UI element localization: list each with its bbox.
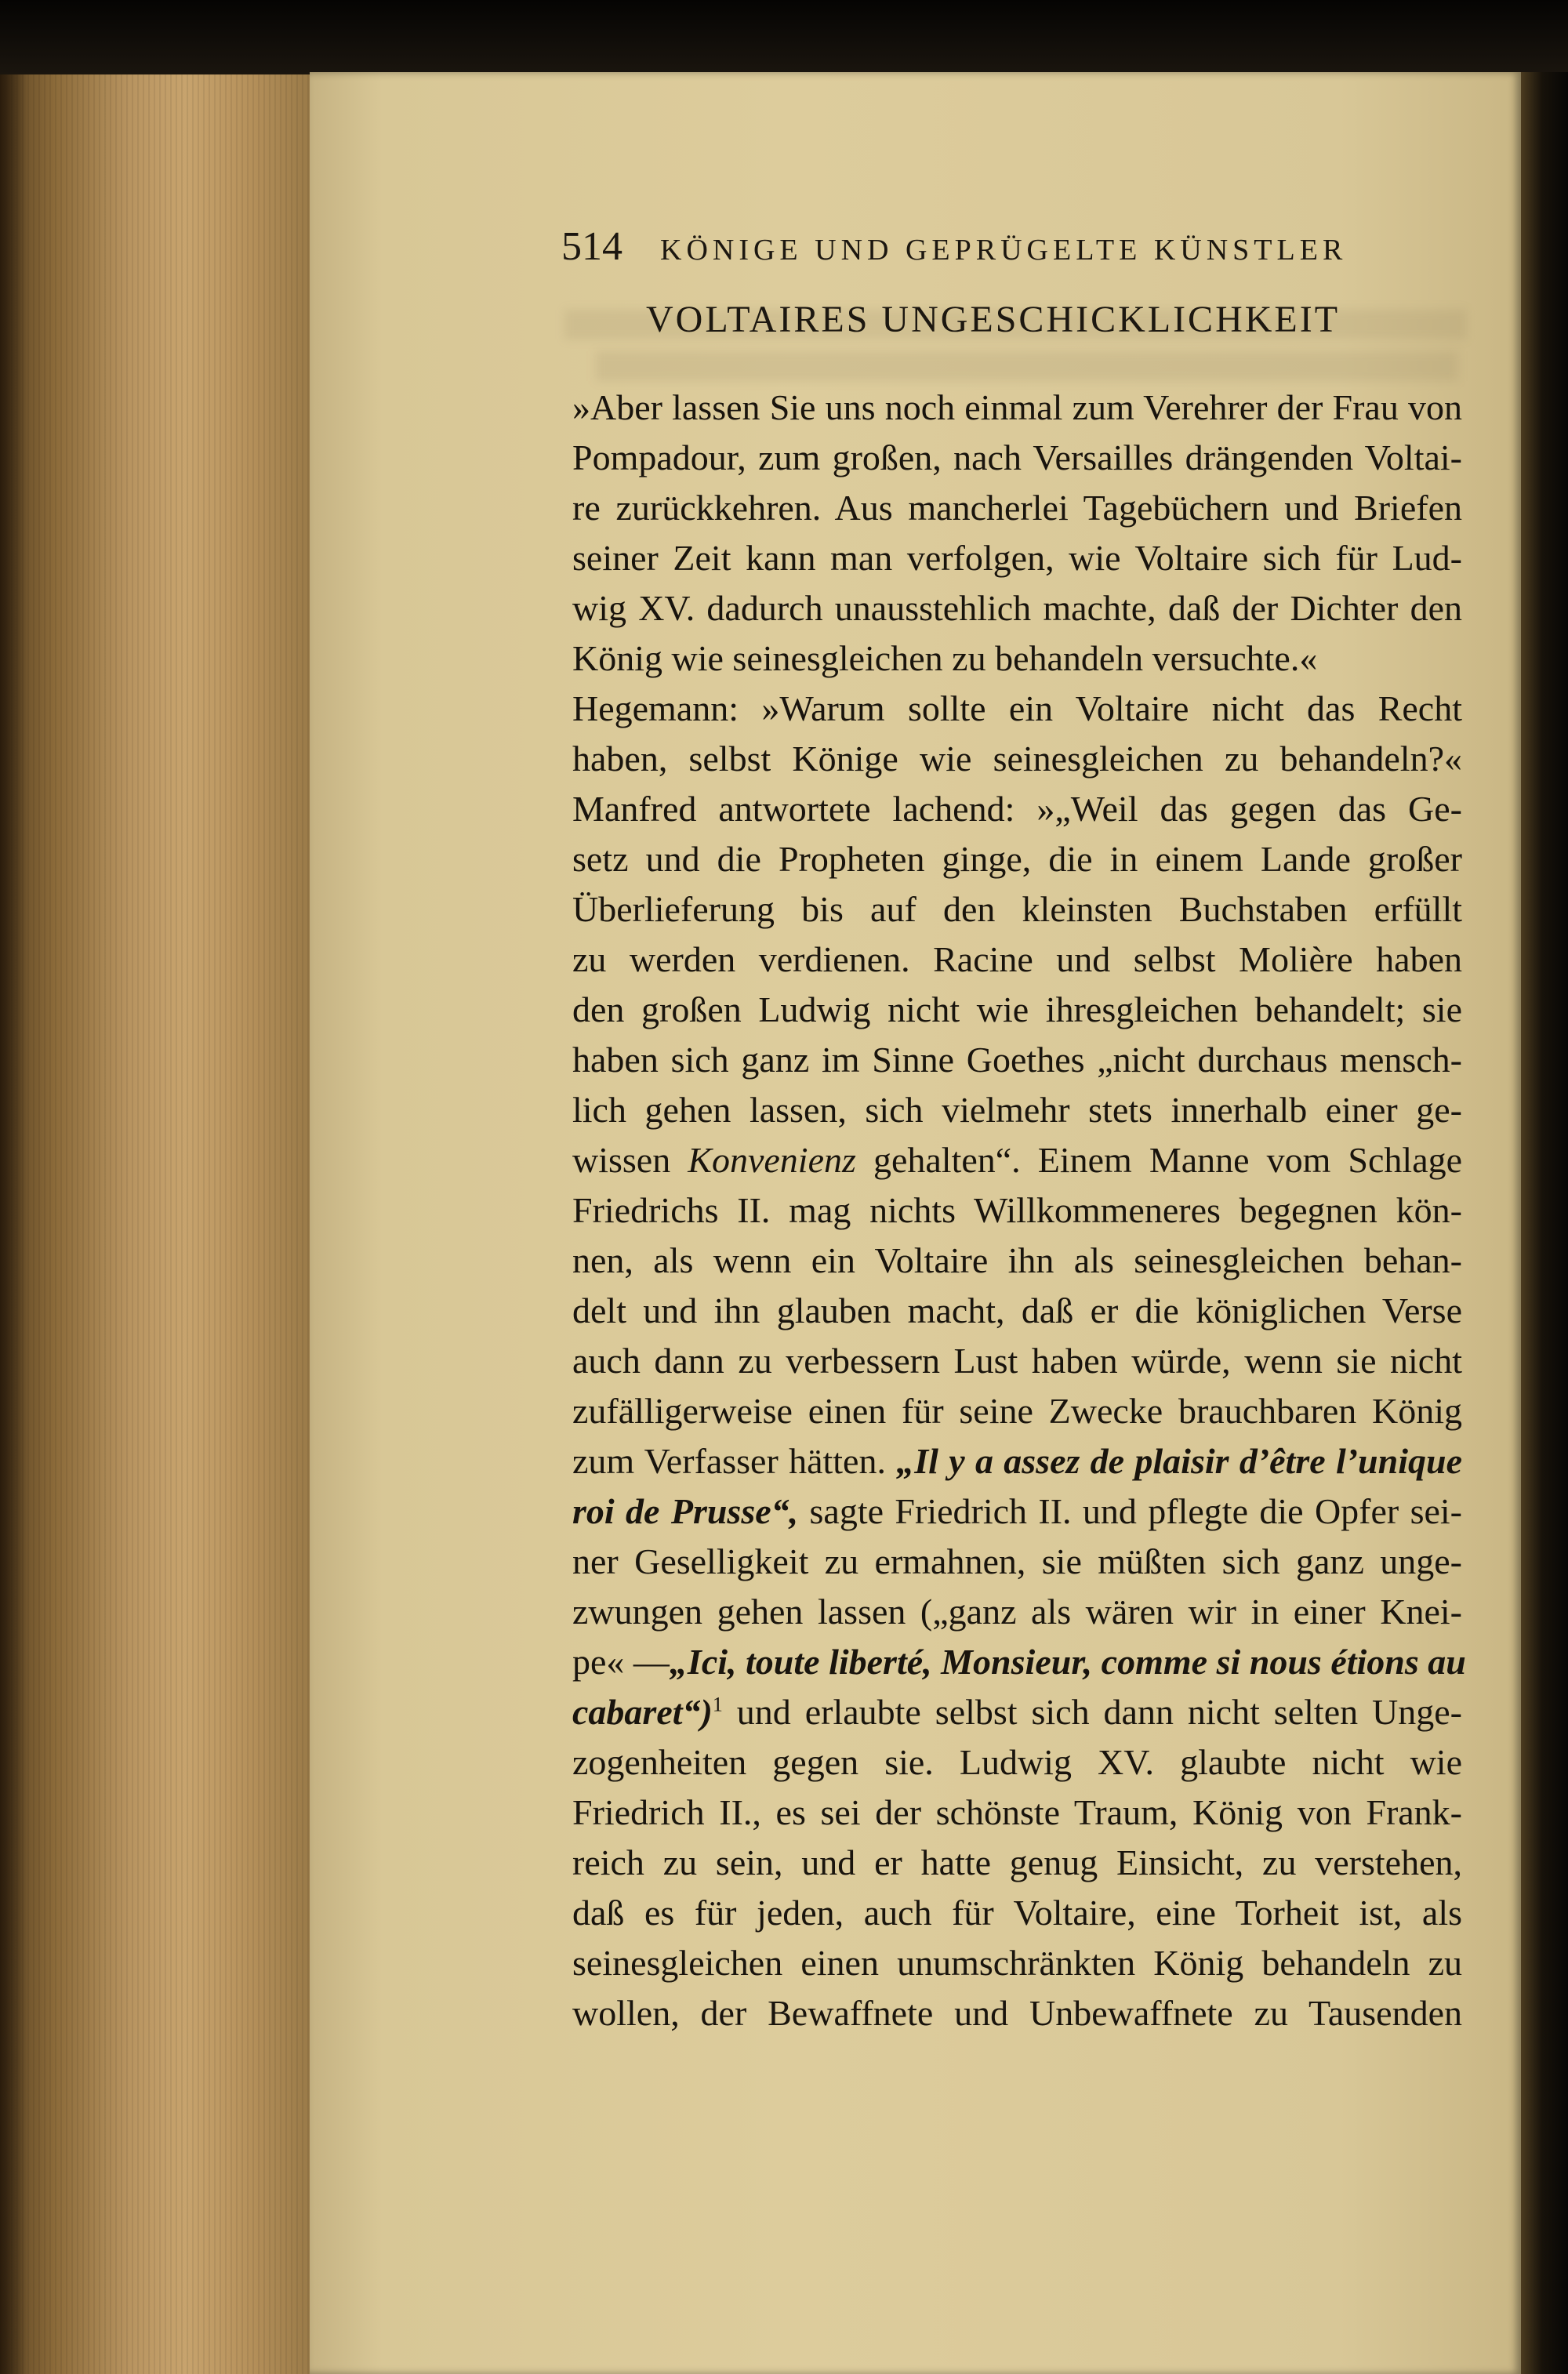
book-page-edges — [0, 74, 310, 2374]
text-line: zogenheiten gegen sie. Ludwig XV. glaubte nicht wie — [572, 1742, 1462, 1782]
text-line: setz und die Propheten ginge, die in einem Lande großer — [572, 839, 1462, 879]
text-line: »Aber lassen Sie uns noch einmal zum Verehrer der Frau von — [572, 387, 1462, 427]
text-line: re zurückkehren. Aus mancherlei Tagebüchern und Briefen — [572, 488, 1462, 528]
text-line: seiner Zeit kann man verfolgen, wie Voltaire sich für Lud- — [572, 538, 1462, 578]
text-line: König wie seinesgleichen zu behandeln versuchte.« — [572, 638, 1318, 678]
text-line: delt und ihn glauben macht, daß er die königlichen Verse — [572, 1290, 1462, 1330]
show-through-text — [596, 351, 1458, 381]
text-line — [572, 1135, 1462, 1185]
footnote-reference: 1 — [712, 1693, 723, 1716]
text-line — [572, 1637, 1466, 1687]
text-line: haben, selbst Könige wie seinesgleichen zu behandeln?« — [572, 739, 1462, 779]
text-segment: zum Verfasser hätten. — [572, 1441, 886, 1481]
text-line: ner Geselligkeit zu ermahnen, sie müßten sich ganz unge- — [572, 1541, 1462, 1581]
page-edge-texture — [0, 74, 310, 2374]
text-line: lich gehen lassen, sich vielmehr stets innerhalb einer ge- — [572, 1090, 1462, 1130]
running-head: KÖNIGE UND GEPRÜGELTE KÜNSTLER — [660, 234, 1348, 267]
text-segment: wissen — [572, 1140, 671, 1180]
text-line: seinesgleichen einen unumschränkten König behandeln zu — [572, 1943, 1462, 1983]
text-line: Hegemann: »Warum sollte ein Voltaire nicht das Recht — [572, 688, 1462, 728]
text-line: Friedrichs II. mag nichts Willkommeneres begegnen kön- — [572, 1190, 1462, 1230]
text-line: Manfred antwortete lachend: »„Weil das gegen das Ge- — [572, 789, 1462, 829]
scan-background-right — [1521, 72, 1568, 2374]
text-line: Friedrich II., es sei der schönste Traum, König von Frank- — [572, 1792, 1462, 1832]
text-line: wollen, der Bewaffnete und Unbewaffnete zu Tausenden — [572, 1993, 1462, 2033]
text-line — [572, 1436, 1462, 1486]
text-line — [572, 1486, 1462, 1537]
text-line: auch dann zu verbessern Lust haben würde, wenn sie nicht — [572, 1341, 1462, 1381]
text-line: den großen Ludwig nicht wie ihresgleichen behandelt; sie — [572, 989, 1462, 1029]
text-line: daß es für jeden, auch für Voltaire, eine Torheit ist, als — [572, 1893, 1462, 1933]
page-edge-shadow — [0, 74, 27, 2374]
text-line: zu werden verdienen. Racine und selbst Molière haben — [572, 939, 1462, 979]
french-quote: cabaret“) — [572, 1692, 713, 1732]
chapter-title: VOLTAIRES UNGESCHICKLICHKEIT — [646, 299, 1341, 340]
text-segment: pe« — — [572, 1642, 670, 1682]
text-segment: sagte Friedrich II. und pflegte die Opfer sei- — [809, 1491, 1463, 1531]
text-line: wig XV. dadurch unausstehlich machte, daß der Dichter den — [572, 588, 1462, 628]
text-line — [572, 1687, 1462, 1737]
scan-background-top — [0, 0, 1568, 74]
text-line: zufälligerweise einen für seine Zwecke brauchbaren König — [572, 1391, 1462, 1431]
french-quote: „Il y a assez de plaisir d’être l’unique — [896, 1441, 1462, 1481]
french-quote: „Ici, toute liberté, Monsieur, comme si nous étions au — [669, 1642, 1466, 1682]
french-quote: roi de Prusse“, — [572, 1491, 799, 1531]
text-line: zwungen gehen lassen („ganz als wären wir in einer Knei- — [572, 1592, 1462, 1632]
emphasis-text: Konvenienz — [688, 1140, 856, 1180]
text-segment: und erlaubte selbst sich dann nicht selten Unge- — [736, 1692, 1462, 1732]
body-text — [572, 383, 1466, 2038]
text-line: reich zu sein, und er hatte genug Einsicht, zu verstehen, — [572, 1842, 1462, 1882]
page-header — [561, 223, 1474, 270]
text-line: haben sich ganz im Sinne Goethes „nicht durchaus mensch- — [572, 1040, 1462, 1080]
text-line: Überlieferung bis auf den kleinsten Buchstaben erfüllt — [572, 889, 1462, 929]
text-segment: gehalten“. Einem Manne vom Schlage — [873, 1140, 1463, 1180]
text-line: Pompadour, zum großen, nach Versailles drängenden Voltai- — [572, 437, 1462, 477]
text-line: nen, als wenn ein Voltaire ihn als seinesgleichen behan- — [572, 1240, 1462, 1280]
page-number: 514 — [561, 224, 622, 269]
